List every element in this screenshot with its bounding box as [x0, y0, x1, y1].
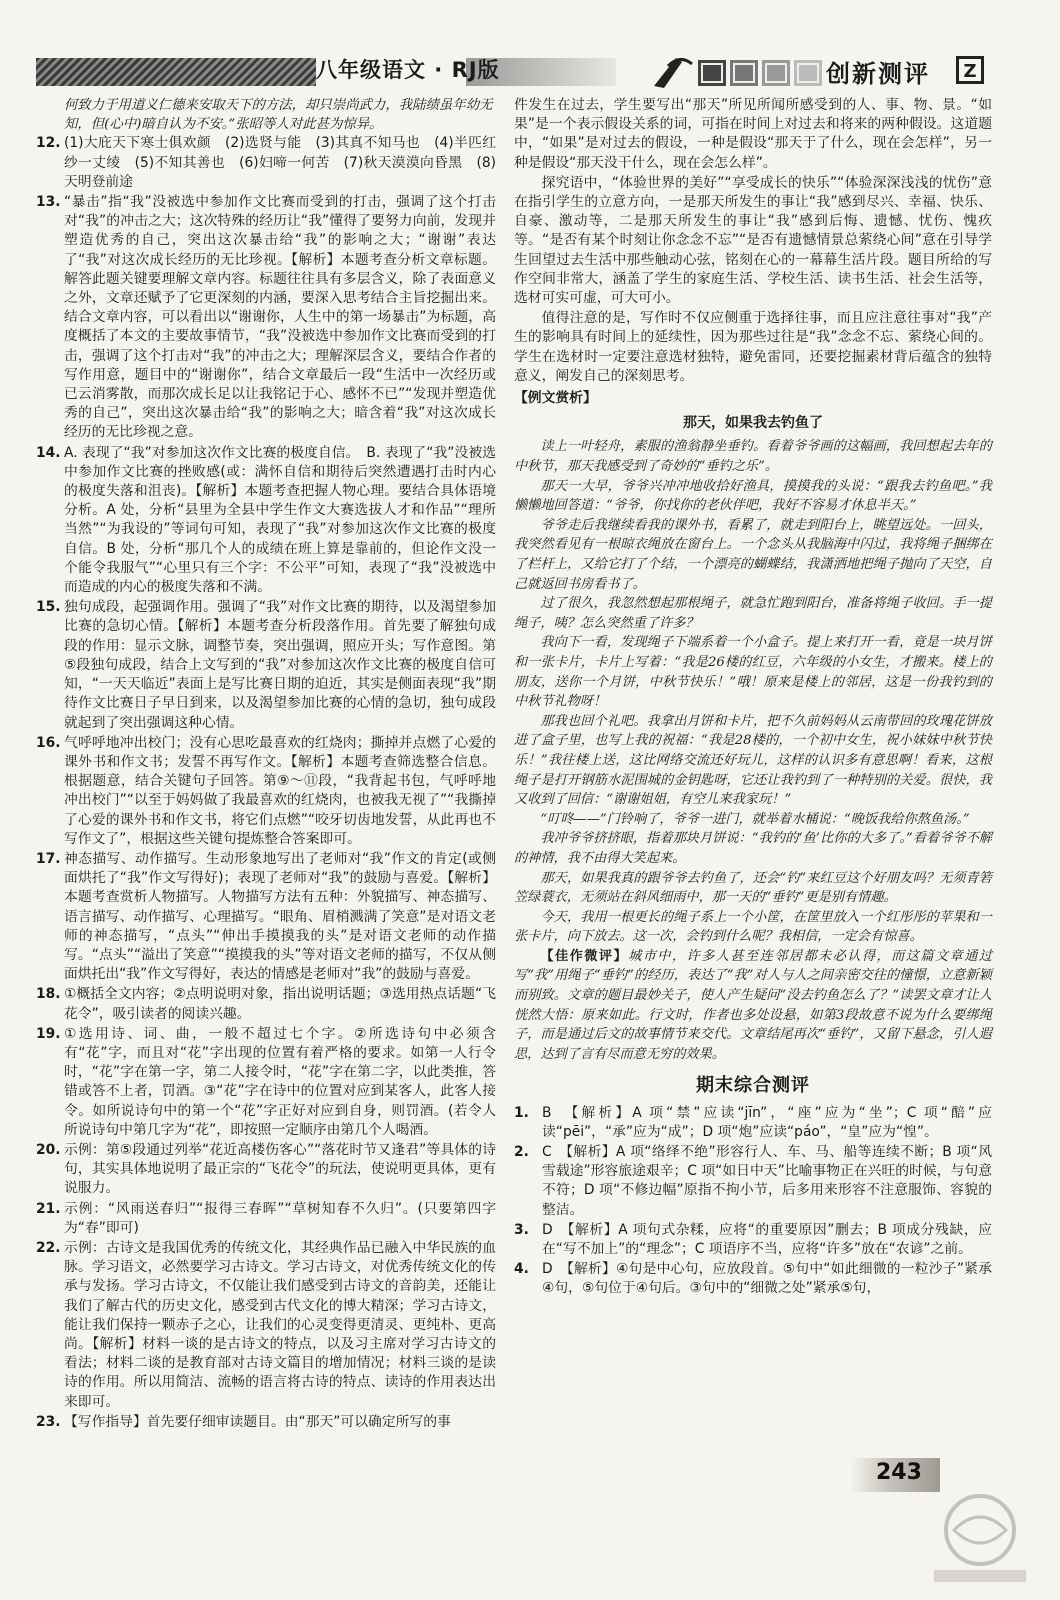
essay-paragraph: 我冲爷爷挤挤眼，指着那块月饼说：“我钓的‘鱼’比你的大多了。”看着爷爷不解的神情，我不由得大笑起来。 [514, 831, 992, 866]
answer-text: (1)大庇天下寒士俱欢颜 (2)选贤与能 (3)其真不知马也 (4)半匹红纱一丈绫 (5)不知其善也 (6)妇啼一何苦 (7)秋天漠漠向昏黑 (8)天明登前途 [64, 135, 496, 190]
example-essay-label: 【例文赏析】 [514, 390, 597, 407]
answer-number: 3. [514, 1221, 529, 1238]
essay-paragraph: 那天一大早，爷爷兴冲冲地收拾好渔具，摸摸我的头说：“跟我去钓鱼吧。”我懒懒地回答道：“爷爷，你找你的老伙伴吧，我好不容易才休息半天。” [514, 478, 992, 514]
header-stripe-decoration [36, 58, 316, 86]
review-label: 【佳作微评】 [540, 948, 629, 964]
answer-item [514, 1104, 992, 1142]
page-number: 243 [876, 1460, 922, 1485]
answer-text: ①选用诗、词、曲，一般不超过七个字。②所选诗句中必须含有“花”字，而且对“花”字出现的位置有着严格的要求。如第一人行令时，“花”字在第一字，第二人接令时，“花”字在第二字，以此类推，答错或答不上者，罚酒。③“花”字在诗中的位置对应到某客人，此客人接令。如所说诗句中的第一个“花”字正好对应到自身，则罚酒。(若令人所说诗句中第几字为“花”，即按照一定顺序由第几个人喝酒。 [64, 1025, 496, 1138]
answer-number: 2. [514, 1144, 529, 1161]
answer-number: 21. [36, 1200, 61, 1217]
answer-number: 22. [36, 1239, 61, 1256]
answer-item [36, 1239, 496, 1412]
answer-item [36, 1141, 496, 1199]
answer-number: 14. [36, 444, 61, 461]
essay-paragraph: 那天，如果我真的跟爷爷去钓鱼了，还会“钓”来红豆这个好朋友吗？无须青箬笠绿蓑衣，无须站在斜风细雨中，那一天的“垂钓”更是别有情趣。 [514, 870, 992, 906]
review-text: 城市中，许多人甚至连邻居都未必认得，而这篇文章通过写“我”用绳子“垂钓”的经历，表达了“我”对人与人之间亲密交往的憧憬，立意新颖而别致。文章的题目最妙关子，使人产生疑问“没去钓鱼怎么了？”读罢文章才让人恍然大悟：原来如此。行文时，作者也多处设悬，如第3段故意不说为什么要绑绳子，而是通过后文的故事情节来交代。文章结尾再次“垂钓”，又留下悬念，引人遐思，达到了言有尽而意无穷的效果。 [514, 948, 993, 1062]
answer-text: A. 表现了“我”对参加这次作文比赛的极度自信。 B. 表现了“我”没被选中参加作文比赛的挫败感(或：满怀自信和期待后突然遭遇打击时内心的极度失落和沮丧)。【解析】本题考查把握人物心理。要结合具体语境分析。A 处，分析“县里为全县中学生作文大赛选拔人才和作品”“理所当然”“为我设的”等词句可知，表现了“我”对参加这次作文比赛的极度自信。B 处，分析“那几个人的成绩在班上算是靠前的，但论作文没一个能令我服气”“心里只有三个字：不公平”可知，表现了“我”没被选中而造成的内心的极度失落和不满。 [64, 444, 496, 596]
essay-review [514, 947, 992, 1065]
essay-paragraph: 今天，我用一根更长的绳子系上一个小筐，在筐里放入一个红彤彤的苹果和一张卡片，向下放去。这一次，会钓到什么呢？我相信，一定会有惊喜。 [514, 909, 992, 945]
answer-text: 示例：古诗文是我国优秀的传统文化，其经典作品已融入中华民族的血脉。学习语文，必然要学习古诗文。学习古诗文，对优秀传统文化的传承与发扬。学习古诗文，不仅能让我们感受到古诗文的音韵美，还能让我们了解古代的历史文化，感受到古代文化的博大精深；学习古诗文，能让我们保持一颗赤子之心，让我们的心灵变得更清灵、更纯朴、更高尚。【解析】材料一谈的是古诗文的特点，以及习主席对学习古诗文的看法；材料二谈的是教育部对古诗文篇目的增加情况；材料三谈的是读诗的作用。所以用简洁、流畅的语言将古诗的特点、读诗的作用表达出来即可。 [64, 1239, 496, 1410]
essay-title: 那天，如果我去钓鱼了 [683, 415, 823, 432]
answer-list-left [36, 134, 496, 1432]
answer-item [514, 1143, 992, 1220]
series-logo-icon [646, 52, 836, 92]
exam-section-title: 期末综合测评 [696, 1075, 810, 1097]
answer-item [36, 734, 496, 849]
series-name: 创新测评 [826, 59, 930, 88]
answer-number: 19. [36, 1025, 61, 1042]
answer-number: 15. [36, 599, 61, 616]
answer-item [36, 1025, 496, 1140]
answer-number: 12. [36, 135, 61, 152]
answer-text: 神态描写、动作描写。生动形象地写出了老师对“我”作文的肯定(或侧面烘托了“我”作文写得好)；表现了老师对“我”的鼓励与喜爱。【解析】本题考查赏析人物描写。人物描写方法有五种：外貌描写、神态描写、语言描写、动作描写、心理描写。“眼角、眉梢溅满了笑意”是对语文老师的神态描写，“点头”“伸出手摸摸我的头”是对语文老师的动作描写。“点头”“溢出了笑意”“摸摸我的头”等对语文老师的描写，不仅从侧面烘托出“我”作文写得好，表达的情感是老师对“我”的鼓励与喜爱。 [64, 850, 496, 983]
answer-text: ①概括全文内容；②点明说明对象，指出说明话题；③选用热点话题“飞花令”，吸引读者的阅读兴趣。 [64, 986, 496, 1022]
answer-item [36, 598, 496, 732]
answer-item [36, 134, 496, 192]
right-column [514, 96, 992, 1300]
essay-paragraph: 我向下一看，发现绳子下端系着一个小盒子。提上来打开一看，竟是一块月饼和一张卡片，卡片上写着：“我是26楼的红豆，六年级的小女生，才搬来。楼上的朋友，送你一个月饼，中秋节快乐！”哦！原来是楼上的邻居，这是一份我钓到的中秋节礼物呀！ [514, 635, 992, 710]
answer-number: 4. [514, 1261, 529, 1278]
essay-body [514, 437, 992, 946]
answer-item [514, 1221, 992, 1259]
answer-number: 20. [36, 1141, 61, 1158]
essay-paragraph: 那我也回个礼吧。我拿出月饼和卡片，把不久前妈妈从云南带回的玫瑰花饼放进了盒子里，也写上我的祝福：“我是28楼的，一个初中女生，祝小妹妹中秋节快乐！”我往楼上送，这比网络交流还好玩儿，这样的认识多有意思啊！看来，这根绳子是打开钢筋水泥围城的金钥匙呀，它还让我钓到了一种特别的关爱。很快，我又收到了回信：“谢谢姐姐，有空儿来我家玩！” [514, 713, 992, 808]
answer-item [36, 1200, 496, 1238]
answer-text: D 【解析】A 项句式杂糅，应将“的重要原因”删去；B 项成分残缺，应在“写不加上”的“理念”；C 项语序不当，应将“许多”放在“农谚”之前。 [542, 1221, 992, 1258]
page-header [36, 52, 1030, 94]
answer-item [36, 850, 496, 984]
essay-paragraph: 读上一叶轻舟，素服的渔翁静坐垂钓。看着爷爷画的这幅画，我回想起去年的中秋节，那天我感受到了奇妙的“垂钓之乐”。 [514, 439, 992, 475]
watermark-stamp-icon [920, 1488, 1040, 1588]
answer-text: 独句成段，起强调作用。强调了“我”对作文比赛的期待，以及渴望参加比赛的急切心情。【解析】本题考查分析段落作用。首先要了解独句成段的作用：显示文脉，调整节奏，突出强调，照应开头；写作意图。第⑤段独句成段，结合上文写到的“我”对参加这次作文比赛的极度自信可知，“一天天临近”表面上是写比赛日期的迫近，其实是侧面表现“我”期待作文比赛日子早日到来，以及渴望参加比赛的心情的急切，独句成段就起到了突出强调这种心情。 [64, 599, 496, 731]
answer-list-right [514, 1104, 992, 1299]
series-badge: Z [956, 56, 984, 84]
answer-text: B 【解析】A 项“禁”应读“jīn”，“座”应为“坐”；C 项“醅”应读“pēi”，“承”应为“成”；D 项“炮”应读“páo”，“皇”应为“惶”。 [542, 1104, 992, 1140]
essay-paragraph: 爷爷走后我继续看我的课外书，看累了，就走到阳台上，眺望远处。一回头，我突然看见有一根晾衣绳放在窗台上。一个念头从我脑海中闪过，我将绳子捆绑在了栏杆上，又给它打了个结，一个漂亮的蝴蝶结，我潇洒地把绳子抛向了天空，自己就返回书房看书了。 [514, 517, 992, 592]
answer-text: 【写作指导】首先要仔细审读题目。由“那天”可以确定所写的事 [64, 1413, 451, 1430]
writing-guidance [514, 96, 992, 386]
answer-text: 气呼呼地冲出校门；没有心思吃最喜欢的红烧肉；撕掉并点燃了心爱的课外书和作文书；发誓不再写作文。【解析】本题考查筛选整合信息。根据题意，结合关键句子回答。第⑨～⑪段，“我背起书包，气呼呼地冲出校门”“以至于妈妈做了我最喜欢的红烧肉，也被我无视了”“我撕掉了心爱的课外书和作文书，将它们点燃”“咬牙切齿地发誓，从此再也不写作文了”，根据这些关键句提炼整合答案即可。 [64, 734, 496, 847]
guidance-paragraph: 值得注意的是，写作时不仅应侧重于选择往事，而且应注意往事对“我”产生的影响具有时间上的延续性，因为那些过往是“我”念念不忘、萦绕心间的。学生在选材时一定要注意选材独特，避免雷同，还要挖掘素材背后蕴含的独特意义，阐发自己的深刻思考。 [514, 310, 992, 384]
guidance-paragraph: 件发生在过去，学生要写出“那天”所见所闻所感受到的人、事、物、景。“如果”是一个表示假设关系的词，可指在时间上对过去和将来的两种假设。这道题中，“如果”是对过去的假设，一种是假设“那天于了什么，现在会怎样”，另一种是假设“那天没干什么，现在会怎么样”。 [514, 97, 992, 171]
answer-number: 1. [514, 1104, 529, 1121]
answer-text: “暴击”指“我”没被选中参加作文比赛而受到的打击，强调了这个打击对“我”的冲击之大；这次特殊的经历让“我”懂得了要努力向前，发现并塑造优秀的自己，突出这次暴击给“我”的影响之大；“谢谢”表达了“我”对这次成长经历的无比珍视。【解析】本题考查分析文章标题。解答此题关键要理解文章内容。标题往往具有多层含义，除了表面意义之外，文章还赋予了它更深刻的内涵，要深入思考结合主旨挖掘出来。结合文章内容，可以看出以“谢谢你，人生中的第一场暴击”为标题，高度概括了本文的主要故事情节，“我”没被选中参加作文比赛而受到的打击，强调了这个打击对“我”的冲击之大；理解深层含义，要结合作者的写作用意，题目中的“谢谢你”，结合文章最后一段“生活中一次经历或已云消雾散，而那次成长足以让我铭记于心、感怀不已”“发现并塑造优秀的自己”，突出这次暴击给“我”的影响之大；暗含着“我”对这次成长经历的无比珍视之意。 [64, 194, 496, 441]
answer-text: D 【解析】④句是中心句，应放段首。⑤句中“如此细微的一粒沙子”紧承④句，⑤句位于④句后。③句中的“细微之处”紧承⑤句， [542, 1261, 992, 1297]
grade-label: 八年级语文 · RJ版 [316, 58, 500, 82]
answer-item [514, 1260, 992, 1298]
answer-number: 23. [36, 1413, 61, 1430]
answer-text: C 【解析】A 项“络绎不绝”形容行人、车、马、船等连续不断；B 项“风雪载途”形容旅途艰辛；C 项“如日中天”比喻事物正在兴旺的时候，与句意不符；D 项“不修边幅”原指不拘小节，后多用来形容不注意服饰、容貌的整洁。 [542, 1144, 992, 1218]
translation-continuation: 何致力于用道义仁德来安取天下的方法，却只崇尚武力，我陆绩虽年幼无知，但(心中)暗自认为不安。”张昭等人对此甚为惊异。 [64, 98, 493, 133]
essay-paragraph: 过了很久，我忽然想起那根绳子，就急忙跑到阳台，准备将绳子收回。手一提绳子，咦？怎么突然重了许多？ [514, 596, 992, 631]
answer-number: 13. [36, 194, 61, 211]
answer-text: 示例：第⑤段通过列举“花近高楼伤客心”“落花时节又逢君”等具体的诗句，其实具体地说明了最正宗的“飞花令”的玩法，使说明更具体，更有说服力。 [64, 1141, 496, 1197]
answer-item [36, 1413, 496, 1432]
essay-paragraph: “叮咚——”门铃响了，爷爷一进门，就举着水桶说：“晚饭我给你熬鱼汤。” [540, 811, 970, 827]
guidance-paragraph: 探究语中，“体验世界的美好”“享受成长的快乐”“体验深深浅浅的忧伤”意在指引学生的立意方向，一是那天所发生的事让“我”感到尽兴、幸福、快乐、自豪、激动等，二是那天所发生的事让“我”感到后悔、遗憾、忧伤、愧疚等。“是否有某个时刻让你念念不忘”“是否有遗憾情景总萦绕心间”意在引导学生回望过去生活中那些触动心弦，铭刻在心的一幕幕生活片段。题目所给的写作空间非常大，涵盖了学生的家庭生活、学校生活、读书生活、社会生活等，选材可实可虚，可大可小。 [514, 174, 992, 307]
answer-item [36, 444, 496, 598]
answer-item [36, 193, 496, 443]
answer-item [36, 985, 496, 1023]
answer-text: 示例：“风雨送春归”“报得三春晖”“草树知春不久归”。(只要第四字为“春”即可) [64, 1200, 496, 1236]
left-column [36, 96, 496, 1433]
answer-number: 17. [36, 850, 61, 867]
answer-number: 16. [36, 734, 61, 751]
answer-number: 18. [36, 986, 61, 1003]
